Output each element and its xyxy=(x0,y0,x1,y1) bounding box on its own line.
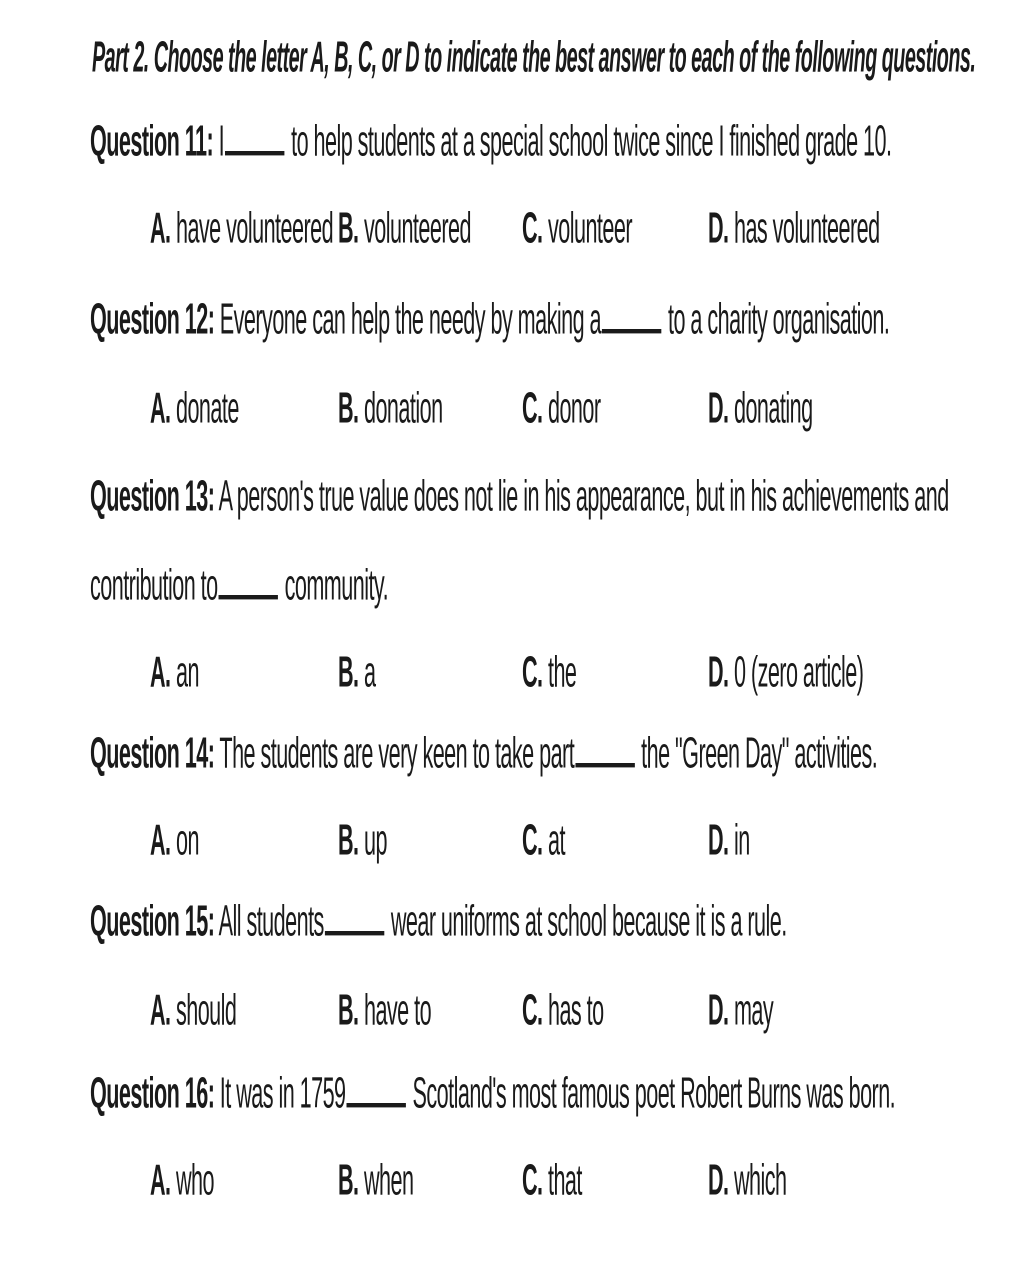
option-letter: A. xyxy=(150,383,171,433)
option-letter: C. xyxy=(522,985,543,1035)
question-text-before: Everyone can help the needy by making a xyxy=(214,294,602,344)
question-text-after: Scotland's most famous poet Robert Burns was born. xyxy=(407,1068,896,1118)
part-heading: Part 2. Choose the letter A, B, C, or D to indicate the best answer to each of the following questions. xyxy=(92,33,976,82)
option-text: the xyxy=(542,647,577,697)
option-text: on xyxy=(170,815,199,865)
option-text: donor xyxy=(542,383,601,433)
option-text: an xyxy=(170,647,199,697)
option-a[interactable] xyxy=(150,815,199,865)
option-text: in xyxy=(728,815,750,865)
option-a[interactable] xyxy=(150,985,237,1035)
option-letter: D. xyxy=(708,985,729,1035)
option-text: at xyxy=(542,815,565,865)
option-d[interactable] xyxy=(708,647,864,697)
option-letter: D. xyxy=(708,203,729,253)
option-text: volunteered xyxy=(358,203,471,253)
option-text: donating xyxy=(728,383,813,433)
option-b[interactable] xyxy=(338,383,443,433)
question-label: Question 16: xyxy=(90,1068,215,1118)
option-letter: D. xyxy=(708,647,729,697)
question-text-cont-after: community. xyxy=(279,560,389,610)
option-b[interactable] xyxy=(338,985,432,1035)
option-text: donate xyxy=(170,383,239,433)
option-b[interactable] xyxy=(338,203,471,253)
option-letter: A. xyxy=(150,203,171,253)
option-c[interactable] xyxy=(522,383,601,433)
option-letter: D. xyxy=(708,383,729,433)
question-label: Question 13: xyxy=(90,471,215,521)
question-text-before: The students are very keen to take part xyxy=(214,728,575,778)
option-letter: B. xyxy=(338,815,359,865)
option-letter: B. xyxy=(338,647,359,697)
answer-blank xyxy=(219,562,278,599)
option-d[interactable] xyxy=(708,383,813,433)
option-text: 0 (zero article) xyxy=(728,647,864,697)
option-text: have volunteered xyxy=(170,203,334,253)
question-label: Question 15: xyxy=(90,896,215,946)
question-text-before: I xyxy=(213,116,225,166)
answer-blank xyxy=(225,118,284,155)
question-text-after: the "Green Day" activities. xyxy=(635,728,878,778)
option-letter: C. xyxy=(522,647,543,697)
question-label: Question 14: xyxy=(90,728,215,778)
option-c[interactable] xyxy=(522,203,632,253)
option-letter: A. xyxy=(150,1155,171,1205)
option-text: have to xyxy=(358,985,432,1035)
option-b[interactable] xyxy=(338,1155,414,1205)
question-text-after: wear uniforms at school because it is a rule. xyxy=(385,896,787,946)
question-text-before: All students xyxy=(214,896,324,946)
option-text: donation xyxy=(358,383,443,433)
option-letter: C. xyxy=(522,815,543,865)
option-c[interactable] xyxy=(522,1155,582,1205)
option-letter: B. xyxy=(338,985,359,1035)
question-label: Question 11: xyxy=(90,116,214,166)
question-text-cont-before: contribution to xyxy=(90,560,218,610)
question-label: Question 12: xyxy=(90,294,215,344)
question-text-after: to a charity organisation. xyxy=(662,294,890,344)
option-letter: A. xyxy=(150,815,171,865)
option-text: that xyxy=(542,1155,582,1205)
answer-blank xyxy=(602,296,661,333)
option-c[interactable] xyxy=(522,985,604,1035)
option-text: when xyxy=(358,1155,414,1205)
question-14 xyxy=(90,728,878,778)
option-a[interactable] xyxy=(150,1155,214,1205)
question-15 xyxy=(90,896,787,946)
question-text-before: A person's true value does not lie in his appearance, but in his achievements and xyxy=(214,471,949,521)
option-text: who xyxy=(170,1155,214,1205)
option-a[interactable] xyxy=(150,203,334,253)
option-b[interactable] xyxy=(338,647,376,697)
option-text: should xyxy=(170,985,237,1035)
question-11 xyxy=(90,116,892,166)
option-letter: B. xyxy=(338,1155,359,1205)
option-text: which xyxy=(728,1155,787,1205)
option-a[interactable] xyxy=(150,383,239,433)
option-letter: B. xyxy=(338,203,359,253)
option-text: up xyxy=(358,815,387,865)
option-letter: C. xyxy=(522,203,543,253)
answer-blank xyxy=(347,1070,406,1107)
option-letter: D. xyxy=(708,815,729,865)
option-letter: A. xyxy=(150,985,171,1035)
option-a[interactable] xyxy=(150,647,199,697)
option-text: has to xyxy=(542,985,604,1035)
option-text: a xyxy=(358,647,376,697)
question-text-after: to help students at a special school twice since I finished grade 10. xyxy=(285,116,892,166)
option-d[interactable] xyxy=(708,1155,787,1205)
option-d[interactable] xyxy=(708,815,750,865)
option-text: may xyxy=(728,985,774,1035)
option-letter: A. xyxy=(150,647,171,697)
question-12 xyxy=(90,294,890,344)
question-13 xyxy=(90,471,949,521)
option-b[interactable] xyxy=(338,815,387,865)
option-c[interactable] xyxy=(522,647,577,697)
option-c[interactable] xyxy=(522,815,565,865)
option-d[interactable] xyxy=(708,985,774,1035)
option-letter: D. xyxy=(708,1155,729,1205)
question-text-before: It was in 1759 xyxy=(214,1068,346,1118)
option-letter: C. xyxy=(522,383,543,433)
option-letter: C. xyxy=(522,1155,543,1205)
question-16 xyxy=(90,1068,896,1118)
option-d[interactable] xyxy=(708,203,880,253)
answer-blank xyxy=(575,730,634,767)
answer-blank xyxy=(325,898,384,935)
option-text: has volunteered xyxy=(728,203,880,253)
option-letter: B. xyxy=(338,383,359,433)
option-text: volunteer xyxy=(542,203,632,253)
question-13-continuation xyxy=(90,560,389,610)
